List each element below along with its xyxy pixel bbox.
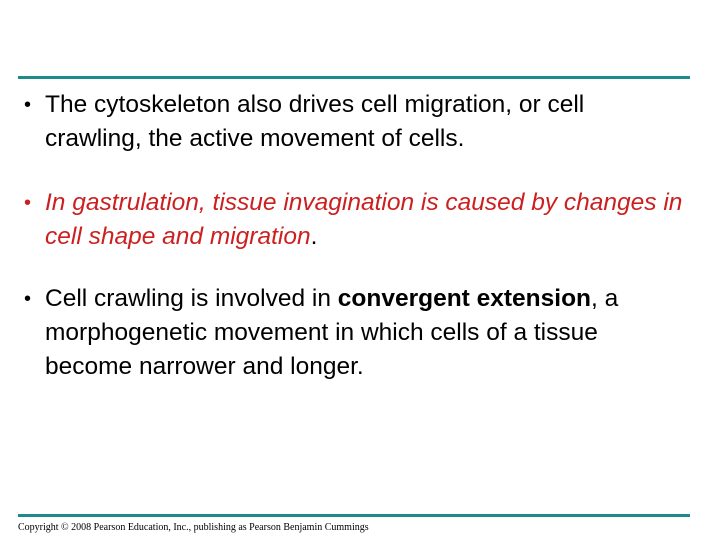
bullet-marker: • xyxy=(24,288,32,310)
bullet-text xyxy=(45,186,684,254)
bullet-marker: • xyxy=(24,94,32,116)
bullet-item-convergent-extension xyxy=(24,282,684,384)
bullet-marker: • xyxy=(24,192,32,214)
bullet-text-before: Cell crawling is involved in xyxy=(45,285,338,312)
copyright-footer: Copyright © 2008 Pearson Education, Inc., publishing as Pearson Benjamin Cummings xyxy=(18,522,369,533)
bullet-item-cytoskeleton xyxy=(24,88,684,156)
bullet-text-end: . xyxy=(310,223,318,250)
bold-term: convergent extension xyxy=(337,285,591,312)
bullet-item-gastrulation xyxy=(24,186,684,254)
bullet-text xyxy=(45,282,684,384)
bullet-text-after: , a morphogenetic movement in which cells of a tissue become narrower and longer. xyxy=(45,285,619,380)
highlighted-text: In gastrulation, tissue invagination is caused by changes in cell shape and migration xyxy=(45,189,683,250)
bullet-text: The cytoskeleton also drives cell migration, or cell crawling, the active movement of cells. xyxy=(45,91,585,152)
bottom-divider xyxy=(18,514,690,517)
